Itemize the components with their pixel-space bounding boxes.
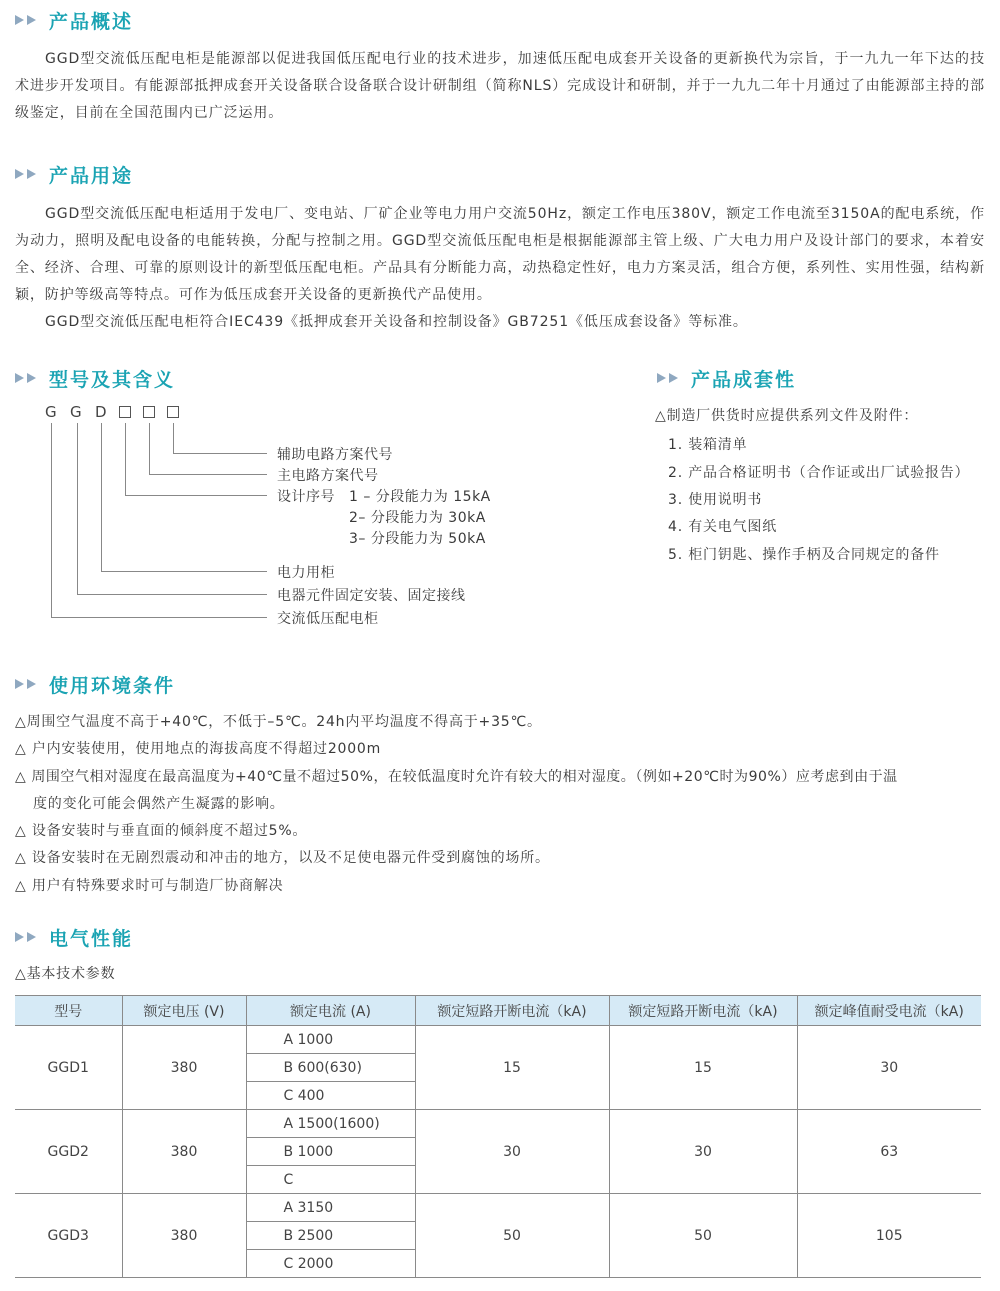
completeness-item: 2. 产品合格证明书（合作证或出厂试验报告） — [668, 465, 970, 481]
cell-breaking-1: 50 — [415, 1194, 609, 1278]
usage-standards: GGD型交流低压配电柜符合IEC439《抵押成套开关设备和控制设备》GB7251《低压成套设备》等标准。 — [45, 314, 748, 330]
section-title: 使用环境条件 — [49, 674, 176, 697]
connector-line — [173, 423, 174, 453]
code-char: G — [45, 403, 57, 421]
section-title: 产品概述 — [49, 10, 134, 33]
label-design-1: 1 – 分段能力为 15kA — [349, 489, 491, 505]
section-heading-completeness — [657, 363, 796, 393]
section-title: 产品成套性 — [691, 368, 797, 391]
cell-model: GGD1 — [15, 1026, 122, 1110]
cell-current: A 1000 — [246, 1026, 415, 1054]
code-char: D — [95, 403, 107, 421]
double-arrow-icon — [657, 373, 681, 383]
environment-line: △ 周围空气相对湿度在最高温度为+40℃量不超过50%，在较低温度时允许有较大的相对湿度。（例如+20℃时为90%）应考虑到由于温 — [15, 769, 898, 785]
connector-line — [77, 423, 78, 594]
environment-line: △周围空气温度不高于+40℃，不低于–5℃。24h内平均温度不得高于+35℃。 — [15, 714, 542, 730]
section-title: 电气性能 — [49, 927, 134, 950]
cell-model: GGD3 — [15, 1194, 122, 1278]
col-header-peak: 额定峰值耐受电流（kA) — [797, 996, 981, 1026]
connector-line — [173, 453, 267, 454]
section-heading-model — [15, 363, 175, 393]
cell-current: B 1000 — [246, 1138, 415, 1166]
cell-current: C 400 — [246, 1082, 415, 1110]
label-design-2: 2– 分段能力为 30kA — [349, 510, 486, 526]
cell-peak: 105 — [797, 1194, 981, 1278]
table-row — [15, 1026, 981, 1054]
cell-voltage: 380 — [122, 1194, 246, 1278]
connector-line — [101, 423, 102, 571]
cell-breaking-1: 15 — [415, 1026, 609, 1110]
completeness-item: 5. 柜门钥匙、操作手柄及合同规定的备件 — [668, 547, 940, 563]
cell-breaking-2: 50 — [609, 1194, 797, 1278]
cell-peak: 63 — [797, 1110, 981, 1194]
cell-model: GGD2 — [15, 1110, 122, 1194]
connector-line — [77, 594, 267, 595]
col-header-breaking-2: 额定短路开断电流（kA) — [609, 996, 797, 1026]
table-header-row — [15, 996, 981, 1026]
code-char: G — [70, 403, 82, 421]
spec-table — [15, 995, 981, 1278]
cell-current: B 2500 — [246, 1222, 415, 1250]
cell-breaking-1: 30 — [415, 1110, 609, 1194]
label-aux-circuit: 辅助电路方案代号 — [277, 447, 393, 463]
environment-line: △ 设备安装时与垂直面的倾斜度不超过5%。 — [15, 823, 308, 839]
cell-voltage: 380 — [122, 1110, 246, 1194]
code-placeholder-box — [143, 406, 155, 418]
electrical-subtitle: △基本技术参数 — [15, 966, 116, 982]
section-title: 型号及其含义 — [49, 368, 176, 391]
section-title: 产品用途 — [49, 164, 134, 187]
cell-current: A 1500(1600) — [246, 1110, 415, 1138]
cell-current: B 600(630) — [246, 1054, 415, 1082]
table-row — [15, 1110, 981, 1138]
connector-line — [125, 495, 267, 496]
environment-line: △ 用户有特殊要求时可与制造厂协商解决 — [15, 878, 284, 894]
double-arrow-icon — [15, 373, 39, 383]
environment-line: △ 设备安装时在无剧烈震动和冲击的地方，以及不足使电器元件受到腐蚀的场所。 — [15, 850, 550, 866]
label-ac-lv-cabinet: 交流低压配电柜 — [277, 611, 379, 627]
code-placeholder-box — [167, 406, 179, 418]
section-heading-usage — [15, 159, 133, 189]
double-arrow-icon — [15, 932, 39, 942]
section-heading-overview — [15, 5, 133, 35]
environment-line: △ 户内安装使用，使用地点的海拔高度不得超过2000m — [15, 741, 382, 757]
cell-current: A 3150 — [246, 1194, 415, 1222]
cell-voltage: 380 — [122, 1026, 246, 1110]
col-header-current: 额定电流 (A) — [246, 996, 415, 1026]
completeness-item: 3. 使用说明书 — [668, 492, 763, 508]
section-heading-environment — [15, 669, 175, 699]
label-design-3: 3– 分段能力为 50kA — [349, 531, 486, 547]
cell-current: C — [246, 1166, 415, 1194]
double-arrow-icon — [15, 169, 39, 179]
usage-paragraph: GGD型交流低压配电柜适用于发电厂、变电站、厂矿企业等电力用户交流50Hz，额定工作电压380V，额定工作电流至3150A的配电系统，作为动力，照明及配电设备的电能转换，分配与控制之用。GGD型交流低压配电柜是根据能源部主管上级、广大电力用户及设计部门的要求，本着安全、经济、合理、可靠的原则设计的新型低压配电柜。产品具有分断能力高，动热稳定性好，电力方案灵活，组合方便，系列性、实用性强，结构新颖，防护等级高等特点。可作为低压成套开关设备的更新换代产品使用。 — [15, 206, 985, 303]
label-fixed-install: 电器元件固定安装、固定接线 — [277, 588, 466, 604]
connector-line — [149, 474, 267, 475]
environment-line: 度的变化可能会偶然产生凝露的影响。 — [33, 796, 285, 812]
connector-line — [51, 423, 52, 617]
cell-breaking-2: 15 — [609, 1026, 797, 1110]
code-placeholder-box — [119, 406, 131, 418]
col-header-voltage: 额定电压 (V) — [122, 996, 246, 1026]
completeness-intro: △制造厂供货时应提供系列文件及附件： — [655, 408, 919, 424]
double-arrow-icon — [15, 15, 39, 25]
overview-paragraph: GGD型交流低压配电柜是能源部以促进我国低压配电行业的技术进步，加速低压配电成套开关设备的更新换代为宗旨，于一九九一年下达的技术进步开发项目。有能源部抵押成套开关设备联合设备联合设计研制组（简称NLS）完成设计和研制，并于一九九二年十月通过了由能源部主持的部级鉴定，目前在全国范围内已广泛运用。 — [15, 51, 985, 121]
col-header-model: 型号 — [15, 996, 122, 1026]
completeness-item: 1. 装箱清单 — [668, 437, 748, 453]
label-power-cabinet: 电力用柜 — [277, 565, 335, 581]
cell-breaking-2: 30 — [609, 1110, 797, 1194]
cell-current: C 2000 — [246, 1250, 415, 1278]
completeness-item: 4. 有关电气图纸 — [668, 519, 778, 535]
col-header-breaking-1: 额定短路开断电流（kA) — [415, 996, 609, 1026]
section-heading-electrical — [15, 922, 133, 952]
table-row — [15, 1194, 981, 1222]
connector-line — [125, 423, 126, 495]
cell-peak: 30 — [797, 1026, 981, 1110]
model-code-diagram — [0, 395, 620, 645]
label-design-no: 设计序号 — [277, 489, 335, 505]
connector-line — [101, 571, 267, 572]
double-arrow-icon — [15, 679, 39, 689]
connector-line — [51, 617, 267, 618]
connector-line — [149, 423, 150, 474]
label-main-circuit: 主电路方案代号 — [277, 468, 379, 484]
